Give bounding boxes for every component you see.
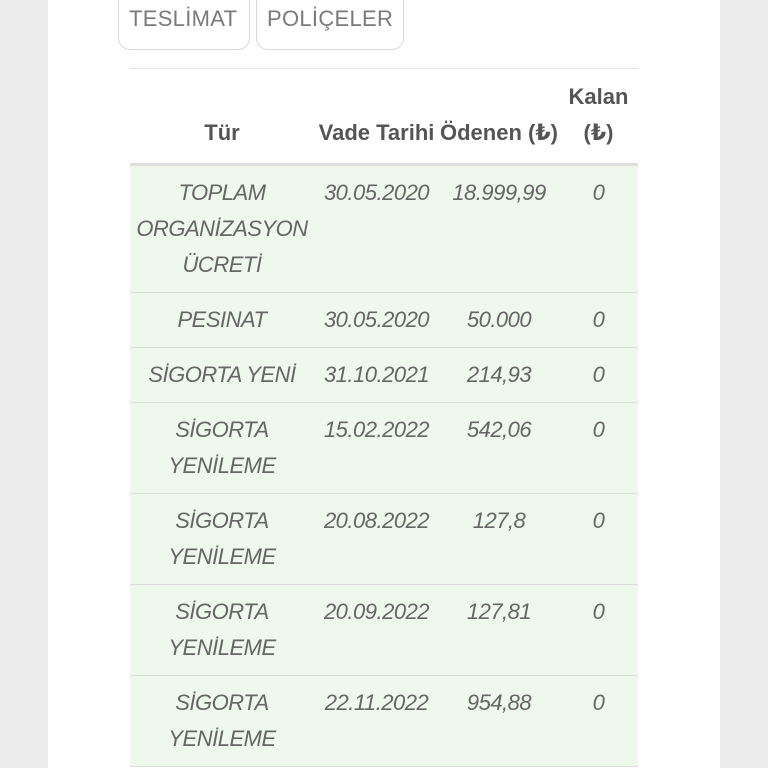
cell-due-date: 20.08.2022 bbox=[314, 494, 439, 585]
cell-remaining: 0 bbox=[559, 585, 638, 676]
cell-paid: 127,8 bbox=[439, 494, 559, 585]
cell-due-date: 30.05.2020 bbox=[314, 293, 439, 348]
cell-paid: 214,93 bbox=[439, 348, 559, 403]
table-row bbox=[130, 165, 638, 293]
cell-remaining: 0 bbox=[559, 403, 638, 494]
cell-remaining: 0 bbox=[559, 676, 638, 767]
tab-label: TESLİMAT bbox=[129, 6, 238, 31]
cell-type: SİGORTA YENİLEME bbox=[130, 676, 314, 767]
tab-bar bbox=[118, 0, 404, 50]
table-header-row bbox=[130, 69, 638, 165]
cell-due-date: 22.11.2022 bbox=[314, 676, 439, 767]
cell-paid: 18.999,99 bbox=[439, 165, 559, 293]
cell-remaining: 0 bbox=[559, 165, 638, 293]
cell-type: SİGORTA YENİLEME bbox=[130, 585, 314, 676]
cell-type: TOPLAM ORGANİZASYON ÜCRETİ bbox=[130, 165, 314, 293]
tab-label: POLİÇELER bbox=[267, 6, 394, 31]
tab-policeler[interactable] bbox=[256, 0, 404, 50]
cell-remaining: 0 bbox=[559, 293, 638, 348]
table-row bbox=[130, 348, 638, 403]
table-row bbox=[130, 494, 638, 585]
cell-due-date: 20.09.2022 bbox=[314, 585, 439, 676]
cell-type: PESINAT bbox=[130, 293, 314, 348]
cell-type: SİGORTA YENİLEME bbox=[130, 494, 314, 585]
cell-remaining: 0 bbox=[559, 348, 638, 403]
cell-due-date: 30.05.2020 bbox=[314, 165, 439, 293]
cell-due-date: 31.10.2021 bbox=[314, 348, 439, 403]
cell-remaining: 0 bbox=[559, 494, 638, 585]
payment-table bbox=[130, 68, 638, 767]
table-row bbox=[130, 585, 638, 676]
header-type: Tür bbox=[130, 69, 314, 165]
cell-paid: 50.000 bbox=[439, 293, 559, 348]
payment-panel bbox=[48, 0, 720, 768]
table-row bbox=[130, 403, 638, 494]
cell-due-date: 15.02.2022 bbox=[314, 403, 439, 494]
cell-paid: 542,06 bbox=[439, 403, 559, 494]
table-row bbox=[130, 293, 638, 348]
cell-type: SİGORTA YENİ bbox=[130, 348, 314, 403]
header-paid: Ödenen (₺) bbox=[439, 69, 559, 165]
cell-type: SİGORTA YENİLEME bbox=[130, 403, 314, 494]
cell-paid: 954,88 bbox=[439, 676, 559, 767]
header-remaining: Kalan (₺) bbox=[559, 69, 638, 165]
header-due-date: Vade Tarihi bbox=[314, 69, 439, 165]
tab-teslimat[interactable] bbox=[118, 0, 250, 50]
table-row bbox=[130, 676, 638, 767]
cell-paid: 127,81 bbox=[439, 585, 559, 676]
